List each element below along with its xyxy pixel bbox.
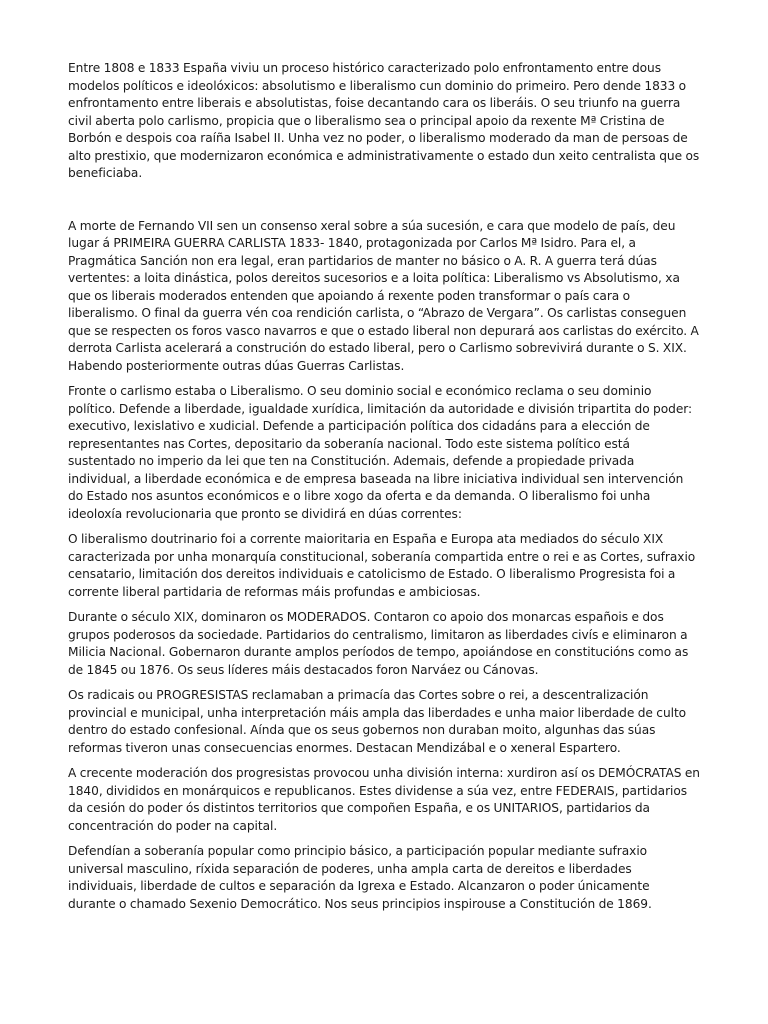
document-page (68, 60, 700, 921)
paragraph-democratas: A crecente moderación dos progresistas provocou unha división interna: xurdiron así os DEMÓCRATAS en 1840, divididos en monárquicos e republicanos. Estes dividense a súa vez, entre FEDERAIS, partidarios da cesión do poder ós distintos territorios que compoñen España, e os UNITARIOS, partidarios da concentración do poder na capital. (68, 766, 700, 833)
paragraph-intro: Entre 1808 e 1833 España viviu un proceso histórico caracterizado polo enfrontamento entre dous modelos políticos e ideolóxicos: absolutismo e liberalismo cun dominio do primeiro. Pero dende 1833 o enfrontamento entre liberais e absolutistas, foise decantando cara os liberáis. O seu triunfo na guerra civil aberta polo carlismo, propicia que o liberalismo sea o principal apoio da rexente Mª Cristina de Borbón e despois coa raíña Isabel II. Unha vez no poder, o liberalismo moderado da man de persoas de alto prestixio, que modernizaron económica e administrativamente o estado dun xeito centralista que os beneficiaba. (68, 61, 700, 180)
paragraph-popular-sovereignty: Defendían a soberanía popular como principio básico, a participación popular mediante sufraxio universal masculino, ríxida separación de poderes, unha ampla carta de dereitos e liberdades individuais, liberdade de cultos e separación da Igrexa e Estado. Alcanzaron o poder únicamente durante o chamado Sexenio Democrático. Nos seus principios inspirouse a Constitución de 1869. (68, 844, 652, 911)
paragraph-liberalism: Fronte o carlismo estaba o Liberalismo. O seu dominio social e económico reclama o seu dominio político. Defende a liberdade, igualdade xurídica, limitación da autoridade e división tripartita do poder: executivo, lexislativo e xudicial. Defende a participación política dos cidadáns para a elección de representantes nas Cortes, depositario da soberanía nacional. Todo este sistema político está sustentado no imperio da lei que ten na Constitución. Ademais, defende a propiedade privada individual, a liberdade económica e de empresa baseada na libre iniciativa individual sen intervención do Estado nos asuntos económicos e o libre xogo da oferta e da demanda. O liberalismo foi unha ideoloxía revolucionaria que pronto se dividirá en dúas correntes: (68, 384, 693, 521)
paragraph-first-carlist-war: A morte de Fernando VII sen un consenso xeral sobre a súa sucesión, e cara que modelo de país, deu lugar á PRIMEIRA GUERRA CARLISTA 1833- 1840, protagonizada por Carlos Mª Isidro. Para el, a Pragmática Sanción non era legal, eran partidarios de manter no básico o A. R. A guerra terá dúas vertentes: a loita dinástica, polos dereitos sucesorios e a loita política: Liberalismo vs Absolutismo, xa que os liberais moderados entenden que apoiando á rexente poden transformar o país cara o liberalismo. O final da guerra vén coa rendición carlista, o “Abrazo de Vergara”. Os carlistas conseguen que se respecten os foros vasco navarros e que o estado liberal non depurará aos carlistas do exército. A derrota Carlista acelerará a construción do estado liberal, pero o Carlismo sobrevivirá durante o S. XIX. Habendo posteriormente outras dúas Guerras Carlistas. (68, 218, 699, 373)
paragraph-doctrinaire-liberalism: O liberalismo doutrinario foi a corrente maioritaria en España e Europa ata mediados do século XIX caracterizada por unha monarquía constitucional, soberanía compartida entre o rei e as Cortes, sufraxio censatario, limitación dos dereitos individuais e catolicismo de Estado. O liberalismo Progresista foi a corrente liberal partidaria de reformas máis profundas e ambiciosas. (68, 532, 696, 599)
paragraph-moderados: Durante o século XIX, dominaron os MODERADOS. Contaron co apoio dos monarcas españois e dos grupos poderosos da sociedade. Partidarios do centralismo, limitaron as liberdades civís e eliminaron a Milicia Nacional. Gobernaron durante amplos períodos de tempo, apoiándose en constitucións como as de 1845 ou 1876. Os seus líderes máis destacados foron Narváez ou Cánovas. (68, 610, 689, 677)
paragraph-progresistas: Os radicais ou PROGRESISTAS reclamaban a primacía das Cortes sobre o rei, a descentralización provincial e municipal, unha interpretación máis ampla das liberdades e unha maior liberdade de culto dentro do estado confesional. Aínda que os seus gobernos non duraban moito, algunhas das súas reformas tiveron unas consecuencias enormes. Destacan Mendizábal e o xeneral Espartero. (68, 688, 687, 755)
